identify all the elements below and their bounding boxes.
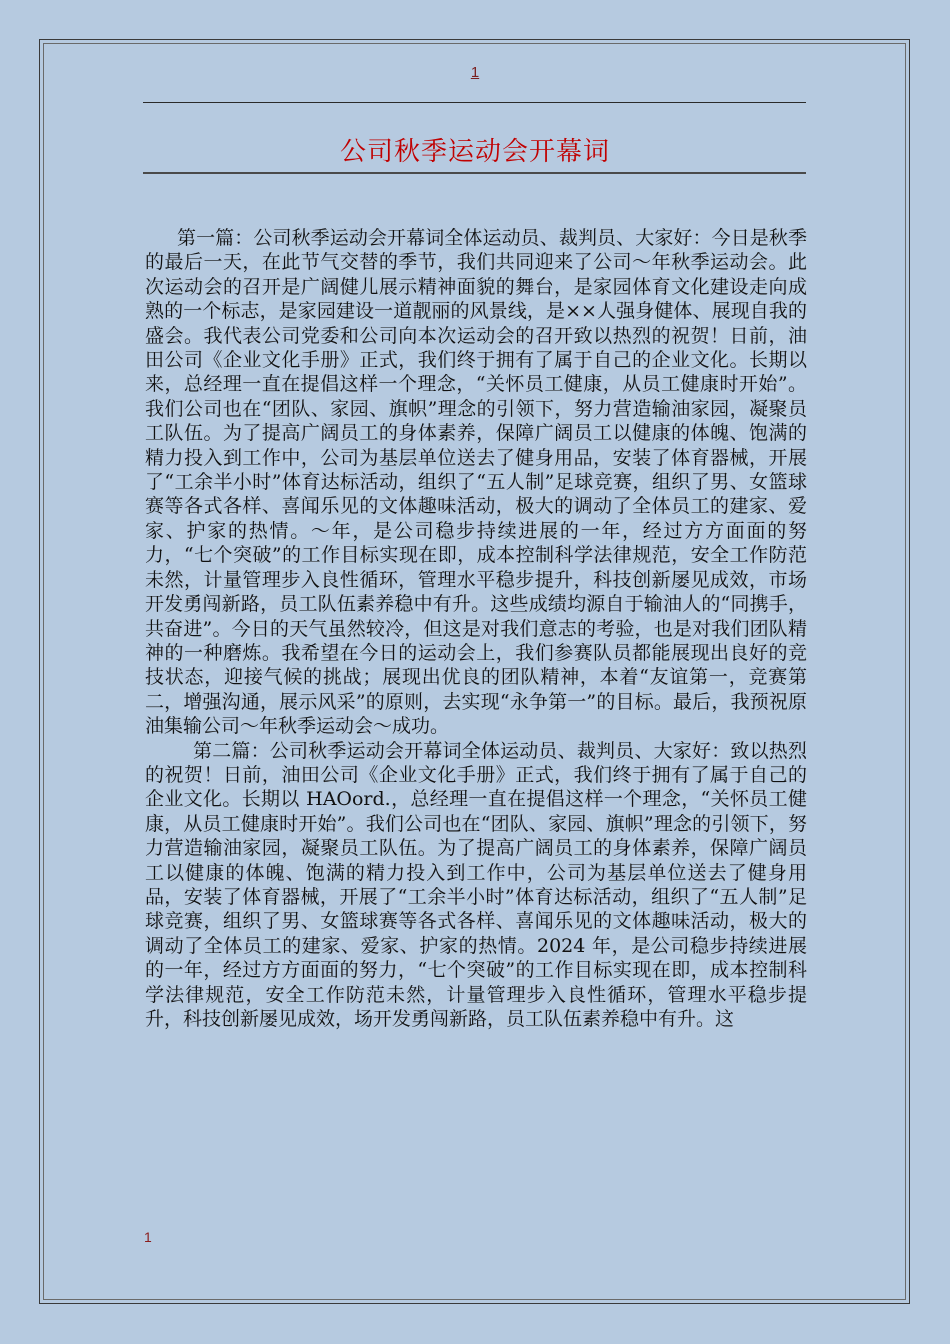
paragraph-first-speech: 第一篇：公司秋季运动会开幕词全体运动员、裁判员、大家好：今日是秋季的最后一天，在此节气交替的季节，我们共同迎来了公司～年秋季运动会。此次运动会的召开是广阔健儿展示精神面貌的舞台，是家园体育文化建设走向成熟的一个标志，是家园建设一道靓丽的风景线，是××人强身健体、展现自我的盛会。我代表公司党委和公司向本次运动会的召开致以热烈的祝贺！日前，油田公司《企业文化手册》正式，我们终于拥有了属于自己的企业文化。长期以来，总经理一直在提倡这样一个理念，“关怀员工健康，从员工健康时开始”。我们公司也在“团队、家园、旗帜”理念的引领下，努力营造输油家园，凝聚员工队伍。为了提高广阔员工的身体素养，保障广阔员工以健康的体魄、饱满的精力投入到工作中，公司为基层单位送去了健身用品，安装了体育器械，开展了“工余半小时”体育达标活动，组织了“五人制”足球竞赛，组织了男、女篮球赛等各式各样、喜闻乐见的文体趣味活动，极大的调动了全体员工的建家、爱家、护家的热情。～年，是公司稳步持续进展的一年，经过方方面面的努力，“七个突破”的工作目标实现在即，成本控制科学法律规范，安全工作防范未然，计量管理步入良性循环，管理水平稳步提升，科技创新屡见成效，市场开发勇闯新路，员工队伍素养稳中有升。这些成绩均源自于输油人的“同携手，共奋进”。今日的天气虽然较冷，但这是对我们意志的考验，也是对我们团队精神的一种磨炼。我希望在今日的运动会上，我们参赛队员都能展现出良好的竞技状态，迎接气候的挑战；展现出优良的团队精神，本着“友谊第一，竞赛第二，增强沟通，展示风采”的原则，去实现“永争第一”的目标。最后，我预祝原油集输公司～年秋季运动会～成功。: [145, 227, 807, 738]
paragraph-second-speech: 第二篇：公司秋季运动会开幕词全体运动员、裁判员、大家好：致以热烈的祝贺！日前，油田公司《企业文化手册》正式，我们终于拥有了属于自己的企业文化。长期以 HAOord.，总经理一直在提倡这样一个理念，“关怀员工健康，从员工健康时开始”。我们公司也在“团队、家园、旗帜”理念的引领下，努力营造输油家园，凝聚员工队伍。为了提高广阔员工的身体素养，保障广阔员工以健康的体魄、饱满的精力投入到工作中，公司为基层单位送去了健身用品，安装了体育器械，开展了“工余半小时”体育达标活动，组织了“五人制”足球竞赛，组织了男、女篮球赛等各式各样、喜闻乐见的文体趣味活动，极大的调动了全体员工的建家、爱家、护家的热情。2024 年，是公司稳步持续进展的一年，经过方方面面的努力，“七个突破”的工作目标实现在即，成本控制科学法律规范，安全工作防范未然，计量管理步入良性循环，管理水平稳步提升，科技创新屡见成效，场开发勇闯新路，员工队伍素养稳中有升。这: [145, 739, 807, 1030]
header-page-number: 1: [470, 64, 480, 81]
title-divider: [143, 172, 806, 174]
document-title: 公司秋季运动会开幕词: [339, 137, 610, 167]
document-body: [145, 226, 807, 1031]
header-divider: [143, 102, 806, 103]
footer-page-number: 1: [144, 1229, 152, 1245]
